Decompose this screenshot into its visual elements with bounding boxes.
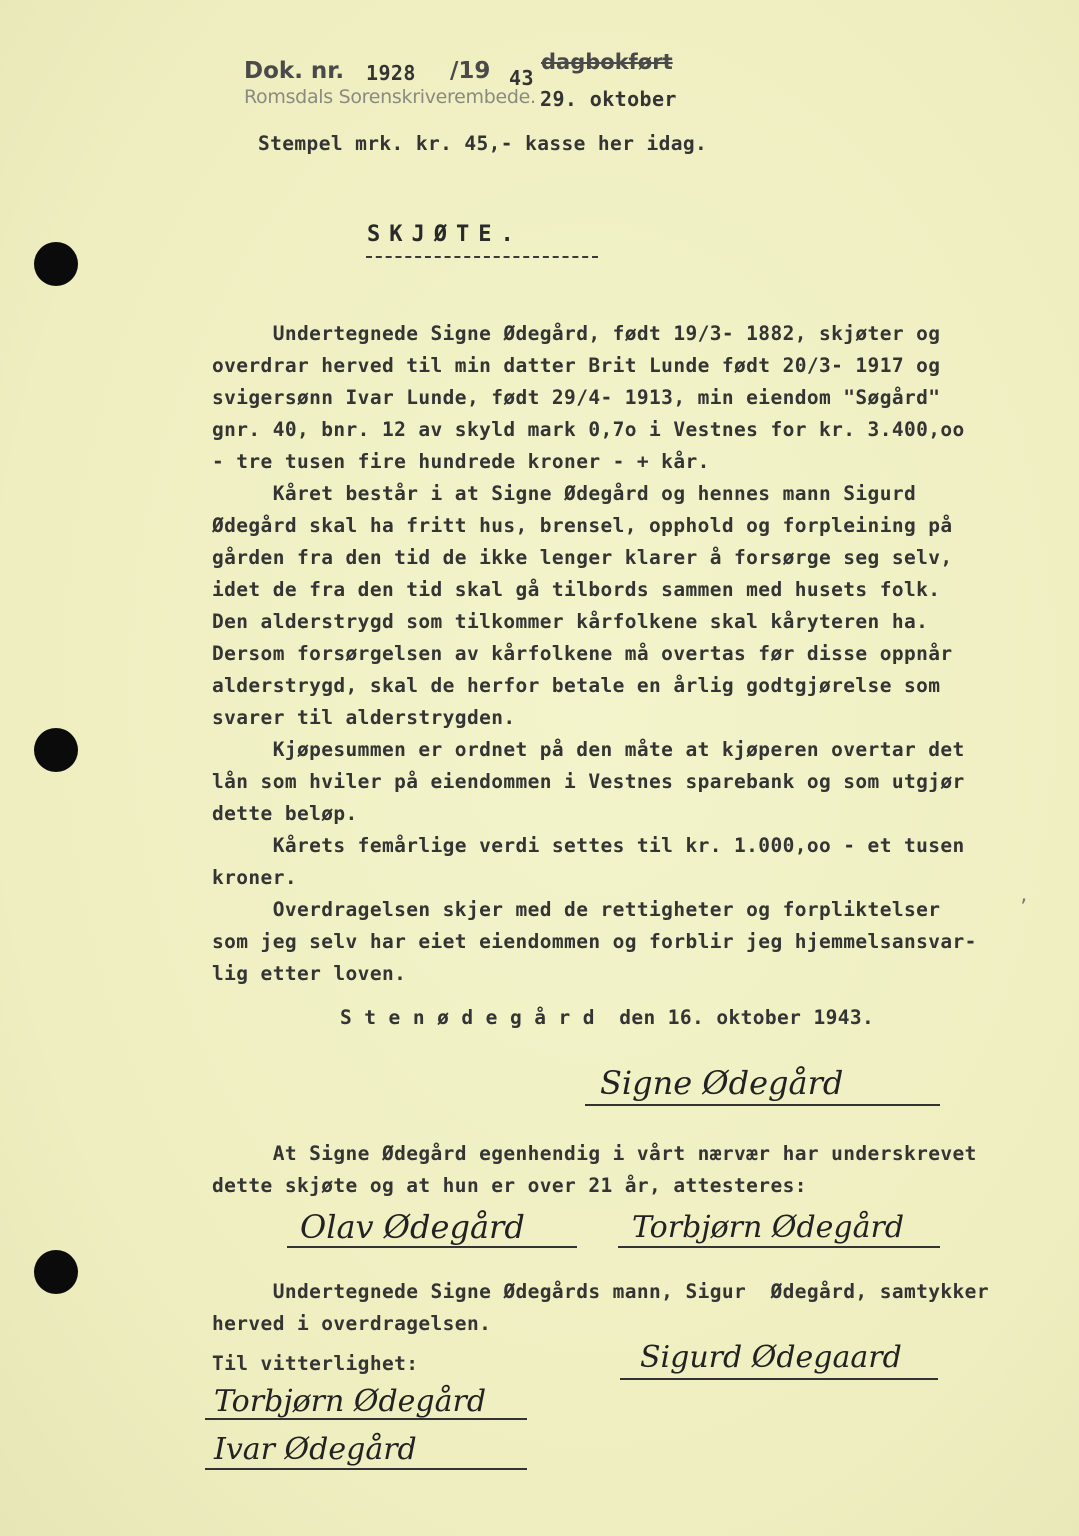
vitterlighet-label: Til vitterlighet: [212, 1352, 419, 1375]
body-line: lig etter loven. [212, 962, 407, 985]
signature-torbjorn-bottom: Torbjørn Ødegård [214, 1384, 487, 1419]
margin-mark: ’ [1018, 896, 1029, 917]
dok-label: Dok. nr. [244, 58, 345, 84]
body-line: lån som hviler på eiendommen i Vestnes sparebank og som utgjør [212, 770, 965, 793]
body-line: dette beløp. [212, 802, 358, 825]
body-line: idet de fra den tid skal gå tilbords sammen med husets folk. [212, 578, 941, 601]
stamp-date: 29. oktober [540, 87, 677, 111]
body-line: Undertegnede Signe Ødegård, født 19/3- 1882, skjøter og [212, 322, 941, 345]
body-line: overdrar herved til min datter Brit Lunde født 20/3- 1917 og [212, 354, 941, 377]
punch-hole-middle [34, 728, 78, 772]
signature-torbjorn: Torbjørn Ødegård [632, 1210, 905, 1245]
attest-line: dette skjøte og at hun er over 21 år, attesteres: [212, 1174, 807, 1197]
body-line: svarer til alderstrygden. [212, 706, 516, 729]
signature-olav: Olav Ødegård [300, 1208, 525, 1246]
stamp-duty-line: Stempel mrk. kr. 45,- kasse her idag. [258, 132, 708, 155]
body-line: Den alderstrygd som tilkommer kårfolkene skal kåryteren ha. [212, 610, 929, 633]
body-line: - tre tusen fire hundrede kroner - + kår. [212, 450, 710, 473]
place-date: S t e n ø d e g å r d den 16. oktober 1943. [340, 1006, 875, 1029]
body-line: Kåret består i at Signe Ødegård og hennes mann Sigurd [212, 482, 917, 505]
signature-ivar: Ivar Ødegård [214, 1432, 417, 1467]
attest-line: At Signe Ødegård egenhendig i vårt nærvær har underskrevet [212, 1142, 977, 1165]
signature-sigurd: Sigurd Ødegaard [640, 1340, 902, 1375]
dagbokfort-label: dagbokført [541, 50, 673, 74]
body-line: kroner. [212, 866, 297, 889]
punch-hole-top [34, 242, 78, 286]
body-line: Dersom forsørgelsen av kårfolkene må overtas før disse oppnår [212, 642, 953, 665]
year-prefix: /19 [450, 58, 491, 84]
title-underline [366, 256, 598, 258]
body-line: gården fra den tid de ikke lenger klarer å forsørge seg selv, [212, 546, 953, 569]
body-line: alderstrygd, skal de herfor betale en årlig godtgjørelse som [212, 674, 941, 697]
body-line: gnr. 40, bnr. 12 av skyld mark 0,7o i Vestnes for kr. 3.400,oo [212, 418, 965, 441]
body-line: Kårets femårlige verdi settes til kr. 1.000,oo - et tusen [212, 834, 965, 857]
body-line: svigersønn Ivar Lunde, født 29/4- 1913, min eiendom "Søgård" [212, 386, 941, 409]
dok-number: 1928 [366, 61, 416, 85]
consent-line: herved i overdragelsen. [212, 1312, 492, 1335]
body-line: Ødegård skal ha fritt hus, brensel, opphold og forpleining på [212, 514, 953, 537]
punch-hole-bottom [34, 1250, 78, 1294]
body-line: som jeg selv har eiet eiendommen og forblir jeg hjemmelsansvar- [212, 930, 977, 953]
body-line: Overdragelsen skjer med de rettigheter og forpliktelser [212, 898, 941, 921]
consent-line: Undertegnede Signe Ødegårds mann, Sigur Ødegård, samtykker [212, 1280, 989, 1303]
signature-line-signe [585, 1104, 940, 1106]
signature-line-torbjorn [618, 1246, 940, 1248]
signature-line-olav [287, 1246, 577, 1248]
year-suffix: 43 [509, 66, 534, 90]
signature-signe: Signe Ødegård [600, 1064, 844, 1102]
body-line: Kjøpesummen er ordnet på den måte at kjøperen overtar det [212, 738, 965, 761]
document-title: SKJØTE. [367, 222, 523, 247]
signature-line-sigurd [620, 1378, 938, 1380]
office-stamp: Romsdals Sorenskriverembede. [244, 86, 536, 108]
signature-line-torbjorn-bottom [205, 1418, 527, 1420]
signature-line-ivar [205, 1468, 527, 1470]
